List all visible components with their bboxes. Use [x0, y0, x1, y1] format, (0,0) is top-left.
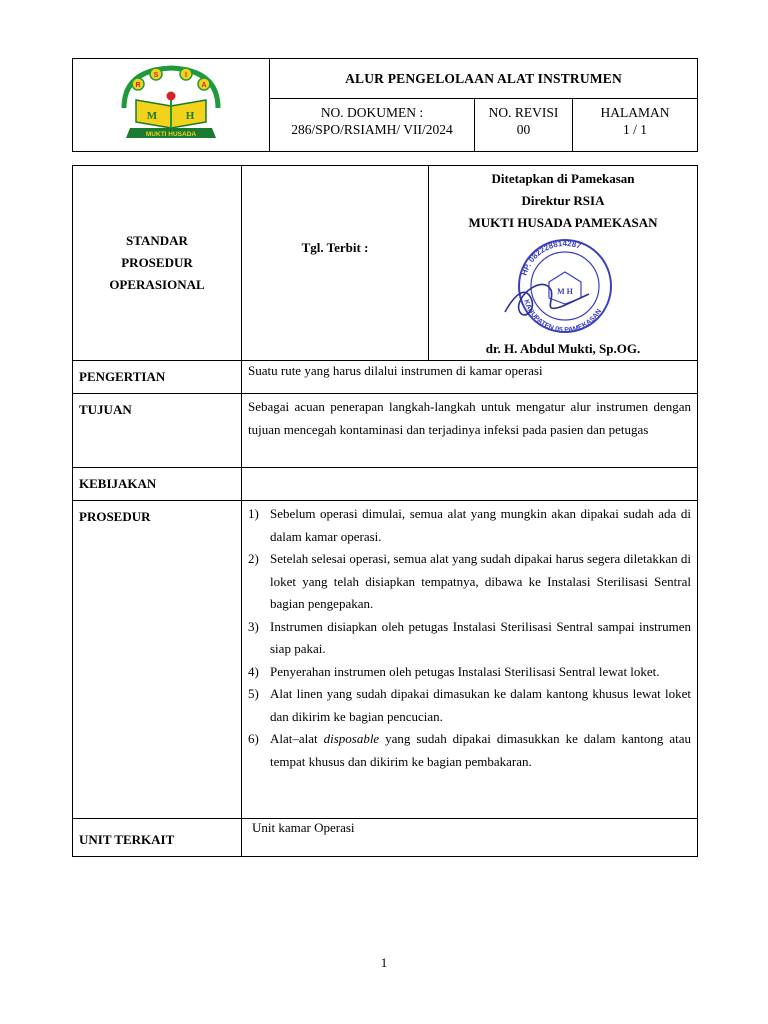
approval-place: Ditetapkan di Pamekasan [491, 171, 635, 186]
prosedur-label: PROSEDUR [73, 501, 242, 819]
sop-label-line1: STANDAR [126, 233, 188, 248]
pengertian-label: PENGERTIAN [73, 361, 242, 394]
prosedur-step: 3) Instrumen disiapkan oleh petugas Instalasi Sterilisasi Sentral sampai instrumen siap pakai. [248, 618, 691, 656]
page-number: 1 [380, 955, 388, 970]
revision-value: 00 [516, 122, 531, 137]
sop-label-line2: PROSEDUR [121, 255, 193, 270]
page-label: HALAMAN [600, 105, 670, 120]
page-value: 1 / 1 [622, 122, 647, 137]
doc-number-label: NO. DOKUMEN : [320, 105, 424, 120]
signer-name: dr. H. Abdul Mukti, Sp.OG. [485, 341, 641, 356]
issue-date-cell [242, 166, 429, 361]
logo-top-letter-3: I [185, 71, 187, 79]
signature [505, 284, 589, 315]
stamp-center-letters: M H [557, 287, 573, 296]
kebijakan-label: KEBIJAKAN [73, 468, 242, 501]
issue-date-label: Tgl. Terbit : [301, 240, 369, 255]
prosedur-content [242, 501, 698, 819]
approval-cell [429, 166, 698, 361]
logo-top-letter-4: A [201, 81, 207, 89]
sop-label-cell [73, 166, 242, 361]
kebijakan-text [242, 468, 698, 501]
prosedur-step: 2) Setelah selesai operasi, semua alat yang sudah dipakai harus segera diletakkan di loket yang telah disiapkan tempatnya, dibawa ke Instalasi Sterilisasi Sentral bagian pengepakan. [248, 551, 691, 611]
sop-table [72, 165, 698, 857]
prosedur-steps [248, 503, 691, 773]
prosedur-step: 4) Penyerahan instrumen oleh petugas Instalasi Sterilisasi Sentral lewat loket. [248, 663, 660, 679]
logo-top-letter-1: R [135, 81, 141, 89]
unit-label: UNIT TERKAIT [73, 819, 242, 857]
prosedur-step-6: 6) Alat–alat disposable yang sudah dipakai dimasukkan ke dalam kantong atau tempat khusus dan dikirim ke bagian pembakaran. [248, 731, 691, 769]
tujuan-label: TUJUAN [73, 394, 242, 468]
page-cell [573, 99, 698, 152]
hospital-logo [116, 62, 226, 144]
approval-position: Direktur RSIA [521, 193, 605, 208]
unit-text: Unit kamar Operasi [242, 819, 698, 857]
stamp-area [429, 234, 697, 334]
prosedur-step: 1) Sebelum operasi dimulai, semua alat yang mungkin akan dipakai sudah ada di dalam kamar operasi. [248, 506, 691, 544]
stamp-bottom-text: KABUPATEN 05 PAMEKASAN [522, 298, 604, 334]
doc-number-cell [270, 99, 475, 152]
logo-letter-m: M [146, 109, 158, 122]
approval-institution: MUKTI HUSADA PAMEKASAN [468, 215, 658, 230]
official-stamp [493, 234, 633, 334]
stamp-top-text: HP. 082228814287 [519, 238, 583, 277]
logo-ribbon-text: MUKTI HUSADA [145, 130, 197, 138]
tujuan-text: Sebagai acuan penerapan langkah-langkah untuk mengatur alur instrumen dengan tujuan mencegah kontaminasi dan terjadinya infeksi pada pasien dan petugas [242, 394, 698, 468]
sop-label-line3: OPERASIONAL [109, 277, 205, 292]
revision-label: NO. REVISI [488, 105, 559, 120]
italic-term: disposable [323, 731, 380, 746]
logo-top-letter-2: S [153, 71, 159, 79]
logo-cell [73, 59, 270, 152]
doc-number-value: 286/SPO/RSIAMH/ VII/2024 [291, 122, 453, 137]
document-title: ALUR PENGELOLAAN ALAT INSTRUMEN [270, 59, 698, 99]
logo-letter-h: H [185, 109, 195, 122]
prosedur-step: 5) Alat linen yang sudah dipakai dimasukan ke dalam kantong khusus lewat loket dan dikirim ke bagian pencucian. [248, 686, 691, 724]
document-header [72, 58, 698, 152]
revision-cell [475, 99, 573, 152]
pengertian-text: Suatu rute yang harus dilalui instrumen di kamar operasi [242, 361, 698, 394]
